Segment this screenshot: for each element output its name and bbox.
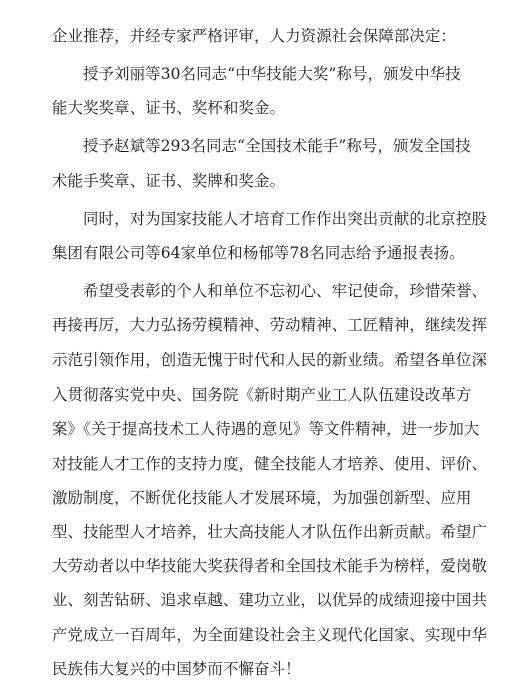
body-text-line: 示范引领作用，创造无愧于时代和人民的新业绩。希望各单位深 [52, 351, 488, 369]
body-text-line: 授予赵斌等293名同志“全国技术能手”称号，颁发全国技 [83, 137, 471, 155]
body-text-line: 对技能人才工作的支持力度，健全技能人才培养、使用、评价、 [52, 455, 488, 473]
body-text-line: 大劳动者以中华技能大奖获得者和全国技术能手为榜样，爱岗敬 [52, 557, 488, 575]
body-text-line: 企业推荐，并经专家严格评审，人力资源社会保障部决定： [52, 27, 457, 45]
body-text-line: 集团有限公司等64家单位和杨郁等78名同志给予通报表扬。 [52, 244, 465, 262]
body-text-line: 民族伟大复兴的中国梦而不懈奋斗！ [52, 660, 301, 678]
body-text-line: 授予刘丽等30名同志“中华技能大奖”称号，颁发中华技 [83, 65, 461, 83]
body-text-line: 能大奖奖章、证书、奖杯和奖金。 [52, 99, 286, 117]
body-text-line: 案》《关于提高技术工人待遇的意见》等文件精神，进一步加大 [52, 420, 480, 438]
body-text-line: 产党成立一百周年，为全面建设社会主义现代化国家、实现中华 [52, 626, 488, 644]
body-text-line: 术能手奖章、证书、奖牌和奖金。 [52, 172, 286, 190]
body-text-line: 入贯彻落实党中央、国务院《新时期产业工人队伍建设改革方 [52, 386, 472, 404]
body-text-line: 再接再厉，大力弘扬劳模精神、劳动精神、工匠精神，继续发挥 [52, 316, 488, 334]
body-text-line: 业、刻苦钻研、追求卓越、建功立业，以优异的成绩迎接中国共 [52, 591, 488, 609]
body-text-line: 激励制度，不断优化技能人才发展环境，为加强创新型、应用 [52, 489, 472, 507]
body-text-line: 希望受表彰的个人和单位不忘初心、牢记使命，珍惜荣誉、 [83, 282, 488, 300]
body-text-line: 同时，对为国家技能人才培育工作作出突出贡献的北京控股 [83, 210, 488, 228]
body-text-line: 型、技能型人才培养，壮大高技能人才队伍作出新贡献。希望广 [52, 523, 488, 541]
